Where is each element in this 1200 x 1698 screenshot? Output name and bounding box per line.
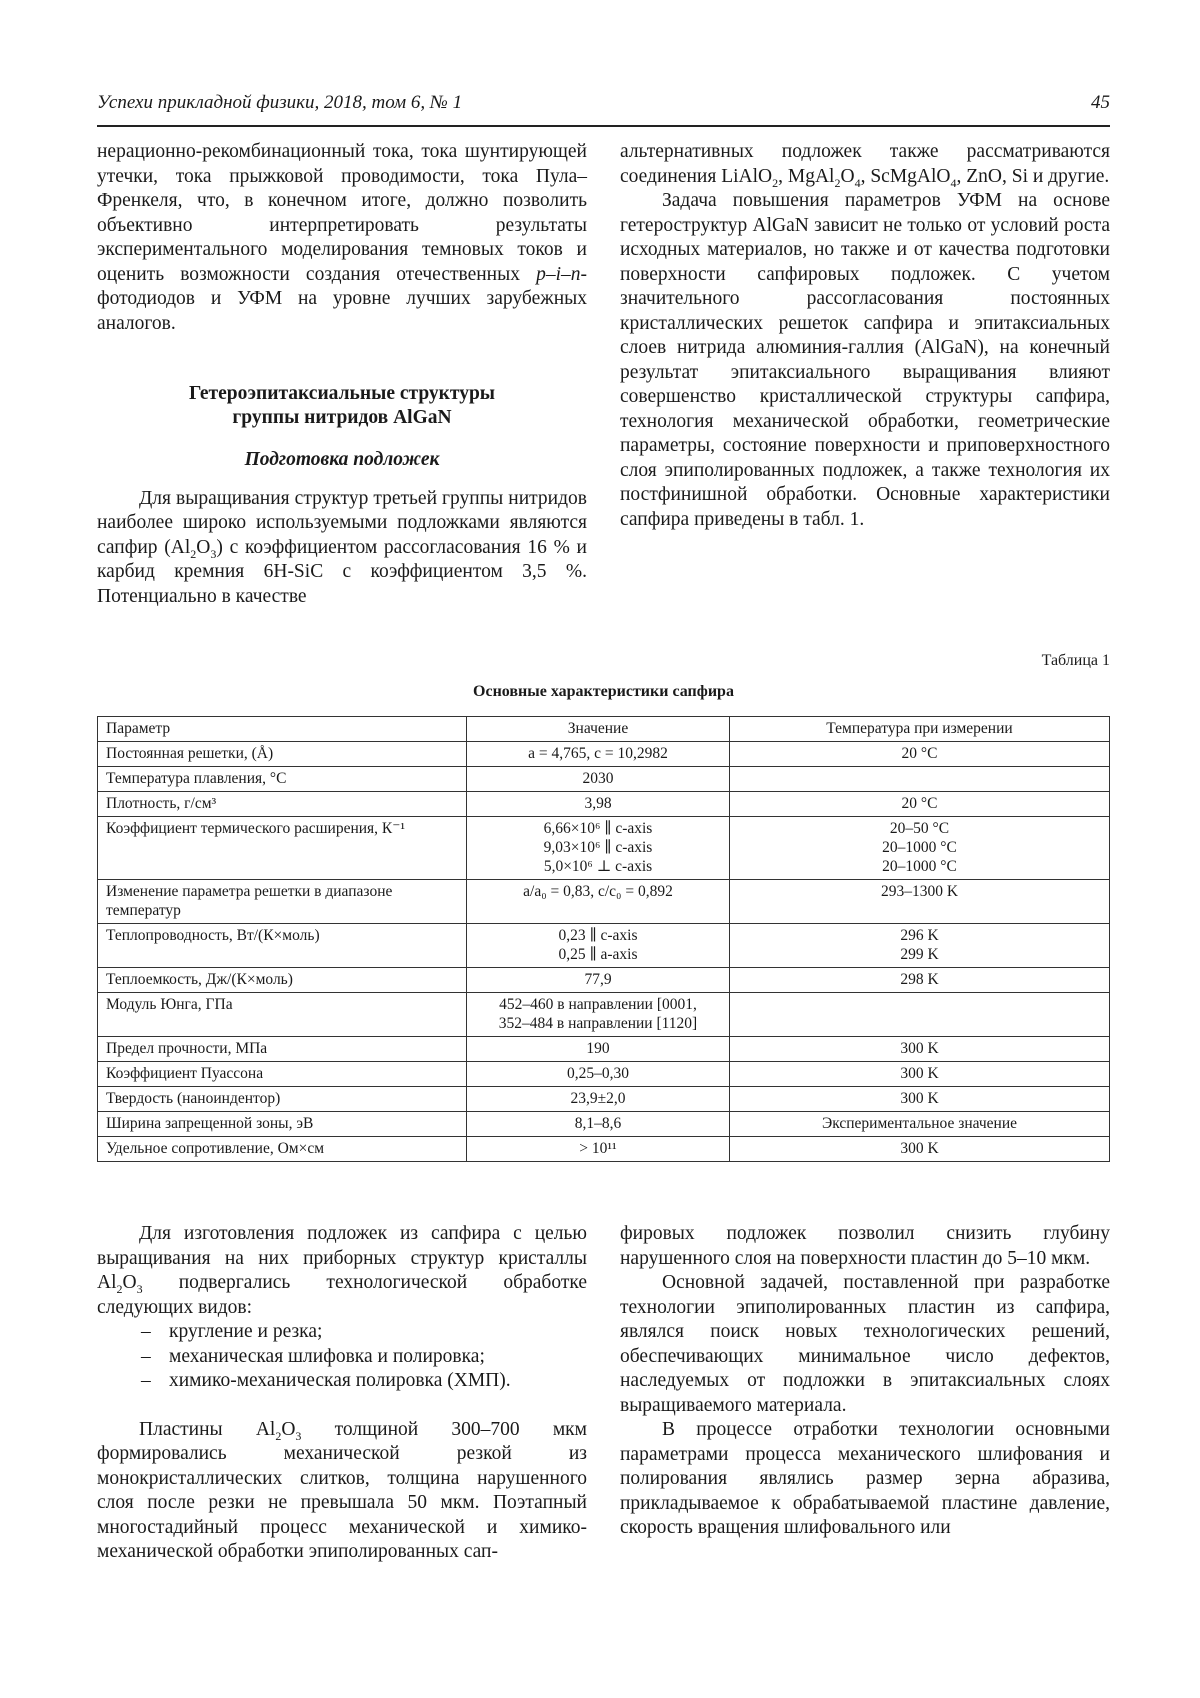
- value-cell: 2030: [467, 767, 730, 792]
- paragraph: [97, 140, 587, 336]
- temperature-cell: 20 °C: [730, 792, 1110, 817]
- column-header: Параметр: [98, 717, 467, 742]
- temperature-cell: 293–1300 K: [730, 880, 1110, 924]
- table-row: [98, 792, 1110, 817]
- text: ) с коэффициентом рассогласования 16 % и карбид кремния 6H-SiC с коэффициентом 3,5 %. Потенциально в качестве: [97, 536, 587, 607]
- cell-line: 20–1000 °C: [882, 858, 957, 875]
- table-row: [98, 1037, 1110, 1062]
- text: , ZnO, Si и другие.: [956, 165, 1110, 187]
- text: O: [122, 1272, 137, 1293]
- column-header: Температура при измерении: [730, 717, 1110, 742]
- page-number: 45: [1091, 92, 1110, 113]
- value-cell: 3,98: [467, 792, 730, 817]
- value-cell: a = 4,765, c = 10,2982: [467, 742, 730, 767]
- text: нерационно-рекомбинационный тока, тока шунтирующей утечки, тока прыжковой проводимости, тока Пула–Френкеля, что, в конечном итоге, должно позволить объективно интерпретировать результаты экспериментального моделирования темновых токов и оценить возможности создания отечественных: [97, 141, 587, 285]
- value-cell: a/a₀ = 0,83, c/c₀ = 0,892: [467, 880, 730, 924]
- value-cell: 0,25–0,30: [467, 1062, 730, 1087]
- table-header-row: [98, 717, 1110, 742]
- subscript: 3: [295, 1428, 302, 1443]
- text: альтернативных подложек также рассматриваются соединения LiAlO: [620, 141, 1110, 187]
- spacer: [97, 1394, 587, 1418]
- parameter-cell: Теплопроводность, Вт/(К×моль): [98, 924, 467, 968]
- temperature-cell: [730, 767, 1110, 792]
- text: толщиной 300–700 мкм формировались механической резкой из монокристаллических слитков, толщина нарушенного слоя после резки не превышала 50 мкм. Поэтапный многостадийный процесс механической и химико-механической обработки эпиполированных сап-: [97, 1418, 587, 1562]
- table-row: [98, 993, 1110, 1037]
- left-column-bottom: [97, 1222, 587, 1565]
- temperature-cell: 300 K: [730, 1062, 1110, 1087]
- text: -фотодиодов и УФМ на уровне лучших зарубежных аналогов.: [97, 263, 587, 334]
- table-label: Таблица 1: [1041, 652, 1110, 669]
- parameter-cell: Теплоемкость, Дж/(К×моль): [98, 968, 467, 993]
- column-header: Значение: [467, 717, 730, 742]
- table-row: [98, 1062, 1110, 1087]
- table-row: [98, 968, 1110, 993]
- header-rule: [97, 125, 1110, 127]
- section-heading: [97, 382, 587, 430]
- cell-line: 5,0×10⁶ ⊥ c-axis: [543, 858, 653, 875]
- paragraph: фировых подложек позволил снизить глубину нарушенного слоя на поверхности пластин до 5–10 мкм.: [620, 1223, 1110, 1269]
- subscript: 2: [275, 1428, 282, 1443]
- parameter-cell: Постоянная решетки, (Å): [98, 742, 467, 767]
- paragraph: Основной задачей, поставленной при разработке технологии эпиполированных пластин из сапфира, являлся поиск новых технологических решений, обеспечивающих минимальное число дефектов, наследуемых от подложки в эпитаксиальных слоях выращиваемого материала.: [620, 1272, 1110, 1416]
- cell-line: 0,23 ∥ c-axis: [558, 927, 638, 944]
- list-item: – химико-механическая полировка (ХМП).: [141, 1369, 587, 1394]
- table-row: [98, 817, 1110, 880]
- value-cell: > 10¹¹: [467, 1137, 730, 1162]
- parameter-cell: Твердость (наноиндентор): [98, 1087, 467, 1112]
- text: , ScMgAlO: [860, 165, 951, 187]
- subscript: 4: [950, 175, 957, 190]
- right-column-bottom: [620, 1222, 1110, 1541]
- cell-line: 0,25 ∥ a-axis: [558, 946, 638, 963]
- value-cell: [467, 993, 730, 1037]
- list-item: – механическая шлифовка и полировка;: [141, 1345, 587, 1370]
- parameter-cell: Температура плавления, °C: [98, 767, 467, 792]
- value-cell: 23,9±2,0: [467, 1087, 730, 1112]
- cell-line: 20–50 °C: [889, 820, 950, 837]
- paragraph: В процессе отработки технологии основными параметрами процесса механического шлифования и полирования являлись размер зерна абразива, прикладываемое к обрабатываемой пластине давление, скорость вращения шлифовального или: [620, 1419, 1110, 1538]
- list-item: – круглениe и резка;: [141, 1320, 587, 1345]
- paragraph: [620, 140, 1110, 189]
- table-row: [98, 1112, 1110, 1137]
- table-row: [98, 767, 1110, 792]
- text: Пластины Al: [139, 1418, 276, 1440]
- temperature-cell: 20 °C: [730, 742, 1110, 767]
- subscript: 2: [116, 1281, 123, 1296]
- heading-line: Гетероэпитаксиальные структуры: [188, 383, 496, 404]
- value-cell: [467, 924, 730, 968]
- cell-line: 9,03×10⁶ ∥ c-axis: [543, 839, 653, 856]
- cell-line: 452–460 в направлении [0001,: [499, 996, 697, 1013]
- table-row: [98, 1087, 1110, 1112]
- journal-title: Успехи прикладной физики, 2018, том 6, № 1: [97, 92, 463, 113]
- italic-text: p–i–n: [536, 263, 581, 285]
- running-header: [97, 92, 1110, 122]
- text: подвергались технологической обработке следующих видов:: [97, 1272, 587, 1318]
- parameter-cell: Изменение параметра решетки в диапазоне температур: [98, 880, 467, 924]
- parameter-cell: Коэффициент Пуассона: [98, 1062, 467, 1087]
- subscript: 2: [190, 546, 197, 561]
- table-row: [98, 742, 1110, 767]
- parameter-cell: Модуль Юнга, ГПа: [98, 993, 467, 1037]
- parameter-cell: Удельное сопротивление, Ом×см: [98, 1137, 467, 1162]
- left-column-top: [97, 140, 587, 609]
- text: O: [840, 165, 855, 187]
- cell-line: 296 K: [900, 927, 939, 944]
- temperature-cell: 300 K: [730, 1037, 1110, 1062]
- cell-line: 299 K: [900, 946, 939, 963]
- subscript: 3: [136, 1281, 143, 1296]
- processing-list: [97, 1320, 587, 1394]
- text: , MgAl: [778, 165, 835, 187]
- subscript: 2: [834, 175, 841, 190]
- subsection-heading: Подготовка подложек: [244, 449, 440, 470]
- text: O: [281, 1418, 296, 1440]
- value-cell: 190: [467, 1037, 730, 1062]
- temperature-cell: [730, 817, 1110, 880]
- text: O: [196, 536, 211, 558]
- value-cell: 77,9: [467, 968, 730, 993]
- table-row: [98, 924, 1110, 968]
- paragraph: [97, 1418, 587, 1565]
- subscript: 4: [854, 175, 861, 190]
- temperature-cell: [730, 993, 1110, 1037]
- temperature-cell: 300 K: [730, 1137, 1110, 1162]
- paragraph: [97, 1222, 587, 1320]
- temperature-cell: 300 K: [730, 1087, 1110, 1112]
- subscript: 3: [210, 546, 217, 561]
- paragraph: [97, 487, 587, 610]
- table-row: [98, 1137, 1110, 1162]
- right-column-top: [620, 140, 1110, 532]
- parameter-cell: Коэффициент термического расширения, К⁻¹: [98, 817, 467, 880]
- parameter-cell: Предел прочности, МПа: [98, 1037, 467, 1062]
- heading-line: группы нитридов AlGaN: [232, 407, 452, 428]
- cell-line: 20–1000 °C: [882, 839, 957, 856]
- parameter-cell: Плотность, г/см³: [98, 792, 467, 817]
- text: Для изготовления подложек из сапфира с целью выращивания на них приборных структур кристаллы Al: [97, 1223, 587, 1293]
- temperature-cell: Экспериментальное значение: [730, 1112, 1110, 1137]
- text: Для выращивания структур третьей группы нитридов наиболее широко используемыми подложками являются сапфир (Al: [97, 487, 587, 558]
- cell-line: 6,66×10⁶ ∥ c-axis: [543, 820, 653, 837]
- subscript: 2: [772, 175, 779, 190]
- table-title: Основные характеристики сапфира: [473, 683, 734, 700]
- value-cell: [467, 817, 730, 880]
- cell-line: 352–484 в направлении [1120]: [498, 1015, 698, 1032]
- value-cell: 8,1–8,6: [467, 1112, 730, 1137]
- temperature-cell: [730, 924, 1110, 968]
- paragraph: Задача повышения параметров УФМ на основе гетероструктур AlGaN зависит не только от условий роста исходных материалов, но также и от качества подготовки поверхности сапфировых подложек. С учетом значительного рассогласования постоянных кристаллических решеток сапфира и эпитаксиальных слоев нитрида алюминия-галлия (AlGaN), на конечный результат эпитаксиального выращивания влияют совершенство кристаллической структуры сапфира, технология механической обработки, геометрические параметры, состояние поверхности и приповерхностного слоя эпиполированных подложек, а также технология их постфинишной обработки. Основные характеристики сапфира приведены в табл. 1.: [620, 190, 1110, 530]
- temperature-cell: 298 K: [730, 968, 1110, 993]
- parameter-cell: Ширина запрещенной зоны, эВ: [98, 1112, 467, 1137]
- table-row: [98, 880, 1110, 924]
- sapphire-properties-table: [97, 716, 1110, 1162]
